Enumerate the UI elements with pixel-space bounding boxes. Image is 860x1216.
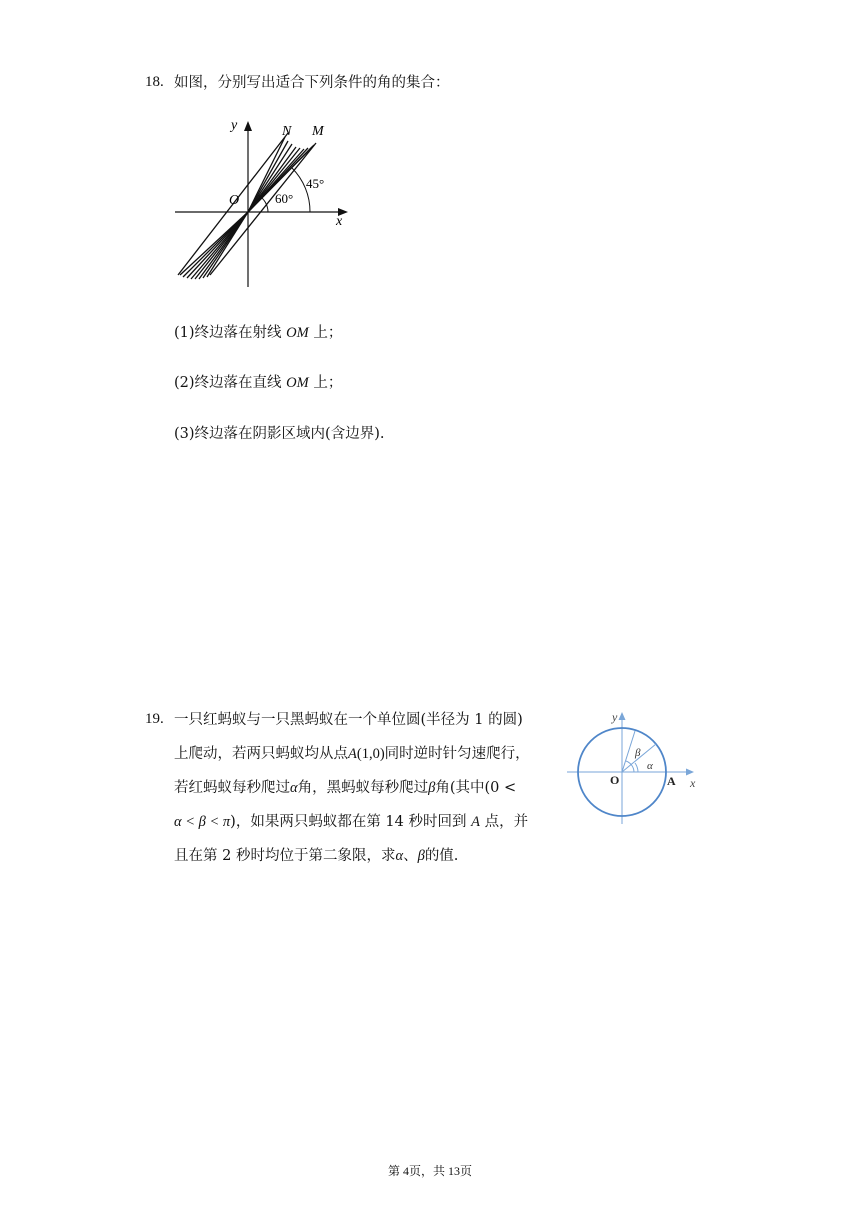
- question-19-line-1: 一只红蚂蚁与一只黑蚂蚁在一个单位圆(半径为 1 的圆): [174, 712, 523, 728]
- question-18-item-3: [174, 424, 384, 444]
- inequality: α < β < π: [174, 814, 231, 830]
- angle-60-label: 60°: [275, 191, 294, 206]
- point-a-label: A: [667, 774, 676, 788]
- text-run: 角，黑蚂蚁每秒爬过: [297, 780, 429, 796]
- alpha-symbol: α: [290, 780, 298, 796]
- text-run: 的值.: [424, 848, 459, 864]
- text-run: 角(其中(0 <: [435, 780, 517, 796]
- beta-symbol: β: [417, 848, 425, 864]
- point-a: A: [348, 746, 357, 762]
- alpha-label: α: [647, 760, 653, 772]
- text-run: 点，并: [479, 814, 529, 830]
- text-run: 同时逆时针匀速爬行，: [384, 746, 530, 762]
- question-19-line-3: [174, 778, 516, 798]
- point-a-coords: (1,0): [356, 746, 385, 762]
- y-axis-arrow-icon: [244, 121, 252, 131]
- text-run: 、: [403, 848, 418, 864]
- item-var: OM: [286, 375, 309, 391]
- question-18-stem: 如图，分别写出适合下列条件的角的集合：: [174, 75, 450, 91]
- question-19-number: 19.: [145, 711, 164, 727]
- origin-label: O: [610, 773, 620, 787]
- y-axis-label: y: [231, 118, 238, 133]
- question-18-item-2: [174, 373, 342, 393]
- point-a: A: [471, 814, 480, 830]
- angle-figure: [170, 115, 360, 295]
- shaded-region-hatching: [180, 137, 314, 279]
- angle-45-label: 45°: [306, 176, 325, 191]
- x-axis-label: x: [690, 776, 696, 790]
- ray-om: [210, 143, 316, 275]
- question-19-line-2: [174, 744, 530, 764]
- item-text: (3)终边落在阴影区域内(含边界).: [174, 426, 385, 442]
- origin-label: O: [229, 193, 240, 208]
- ray-m-label: M: [312, 124, 324, 139]
- radius-beta: [622, 731, 635, 772]
- item-text: 上；: [308, 325, 343, 341]
- x-axis-label: x: [336, 214, 343, 229]
- arc-alpha: [635, 763, 638, 772]
- unit-circle-figure: [562, 706, 707, 826]
- x-axis-arrow-icon: [686, 769, 694, 776]
- y-axis-label: y: [612, 710, 618, 724]
- y-axis-arrow-icon: [619, 712, 626, 720]
- text-run: 若红蚂蚁每秒爬过: [174, 780, 290, 796]
- beta-symbol: β: [428, 780, 436, 796]
- beta-label: β: [635, 747, 641, 759]
- ray-n-label: N: [282, 124, 292, 139]
- question-19-line-4: [174, 812, 528, 832]
- item-text: 上；: [308, 375, 343, 391]
- item-var: OM: [286, 325, 309, 341]
- text-run: )，如果两只蚂蚁都在第 14 秒时回到: [230, 814, 472, 830]
- text-run: 且在第 2 秒时均位于第二象限，求: [174, 848, 396, 864]
- page-footer: 第 4页，共 13页: [387, 1164, 472, 1178]
- alpha-symbol: α: [395, 848, 404, 864]
- question-19-line-5: [174, 846, 458, 866]
- item-text: (2)终边落在直线: [174, 375, 287, 391]
- question-18-item-1: [174, 323, 342, 343]
- item-text: (1)终边落在射线: [174, 325, 287, 341]
- text-run: 上爬动，若两只蚂蚁均从点: [174, 746, 348, 762]
- question-18-number: 18.: [145, 74, 164, 90]
